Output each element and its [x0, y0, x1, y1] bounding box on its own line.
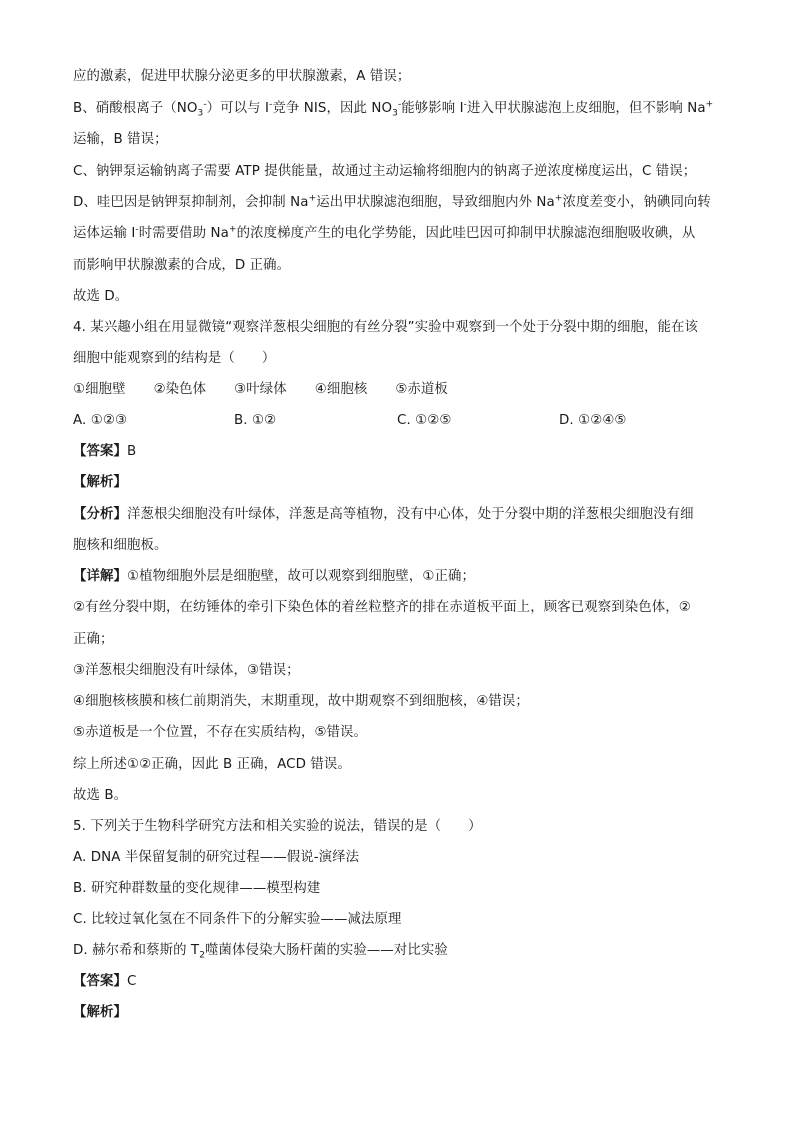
analysis-line: 【分析】洋葱根尖细胞没有叶绿体，洋葱是高等植物，没有中心体，处于分裂中期的洋葱根尖细胞没有细 — [73, 507, 694, 522]
answer-line — [73, 443, 136, 461]
text-line: 正确； — [73, 632, 114, 647]
text-line: 故选 B。 — [73, 788, 128, 803]
text-line: B、硝酸根离子$(NO_3^-)$可以与 I-竞争 NIS，因此 $NO_3^-$能够影响 I-进入甲状腺滤泡上皮细胞，但不影响 Na+ — [73, 99, 714, 119]
answer-tag: 【答案】 — [73, 444, 127, 459]
option-b: B. 研究种群数量的变化规律——模型构建 — [73, 881, 321, 896]
structure-item: ⑤赤道板 — [395, 382, 448, 397]
option-b: B. ①② — [234, 413, 277, 428]
structure-list — [73, 381, 476, 399]
text-line: 应的激素，促进甲状腺分泌更多的甲状腺激素，A 错误； — [73, 69, 411, 84]
text-line: ③洋葱根尖细胞没有叶绿体，③错误； — [73, 663, 300, 678]
structure-item: ②染色体 — [153, 382, 207, 397]
text-line: ⑤赤道板是一个位置，不存在实质结构，⑤错误。 — [73, 725, 368, 740]
option-c: C. 比较过氧化氢在不同条件下的分解实验——减法原理 — [73, 912, 402, 927]
option-a: A. ①②③ — [73, 413, 128, 428]
question-5-stem: 5. 下列关于生物科学研究方法和相关实验的说法，错误的是（ ） — [73, 819, 482, 834]
answer-line — [73, 973, 136, 991]
text-line: 综上所述①②正确，因此 B 正确，ACD 错误。 — [73, 757, 351, 772]
option-a: A. DNA 半保留复制的研究过程——假说-演绎法 — [73, 850, 360, 865]
text-line: 故选 D。 — [73, 289, 129, 304]
text-line: 胞核和细胞板。 — [73, 538, 168, 553]
structure-item: ④细胞核 — [314, 382, 368, 397]
text-line: C、钠钾泵运输钠离子需要 ATP 提供能量，故通过主动运输将细胞内的钠离子逆浓度梯度运出，C 错误； — [73, 164, 697, 179]
text-line: D、哇巴因是钠钾泵抑制剂，会抑制 Na+运出甲状腺滤泡细胞，导致细胞内外 Na+浓度差变小，钠碘同向转 — [73, 193, 711, 210]
text-line: 而影响甲状腺激素的合成，D 正确。 — [73, 258, 291, 273]
question-4-stem: 细胞中能观察到的结构是（ ） — [73, 351, 276, 366]
option-d: D. 赫尔希和蔡斯的 $T_2$噬菌体侵染大肠杆菌的实验——对比实验 — [73, 943, 448, 961]
analysis-tag: 【解析】 — [73, 1005, 127, 1020]
analysis-heading — [73, 1004, 127, 1022]
analysis-heading — [73, 474, 127, 492]
detail-line: 【详解】①植物细胞外层是细胞壁，故可以观察到细胞壁，①正确； — [73, 569, 475, 584]
question-4-stem: 4. 某兴趣小组在用显微镜“观察洋葱根尖细胞的有丝分裂”实验中观察到一个处于分裂中期的细胞，能在该 — [73, 320, 698, 335]
text-line: ②有丝分裂中期，在纺锤体的牵引下染色体的着丝粒整齐的排在赤道板平面上，顾客已观察到染色体，② — [73, 600, 691, 615]
text-line: 运输，B 错误； — [73, 132, 168, 147]
text-line: 运体运输 I-时需要借助 Na+的浓度梯度产生的电化学势能，因此哇巴因可抑制甲状腺滤泡细胞吸收碘，从 — [73, 224, 696, 241]
structure-item: ①细胞壁 — [73, 382, 126, 397]
answer-value: B — [126, 444, 137, 459]
analysis-tag: 【解析】 — [73, 475, 127, 490]
fenxi-tag: 【分析】 — [73, 507, 127, 522]
structure-item: ③叶绿体 — [234, 382, 287, 397]
answer-value: C — [126, 974, 137, 989]
option-c: C. ①②⑤ — [397, 413, 452, 428]
xiangjie-tag: 【详解】 — [73, 569, 127, 584]
option-d: D. ①②④⑤ — [559, 413, 627, 428]
answer-tag: 【答案】 — [73, 974, 127, 989]
text-line: ④细胞核核膜和核仁前期消失，末期重现，故中期观察不到细胞核，④错误； — [73, 694, 529, 709]
